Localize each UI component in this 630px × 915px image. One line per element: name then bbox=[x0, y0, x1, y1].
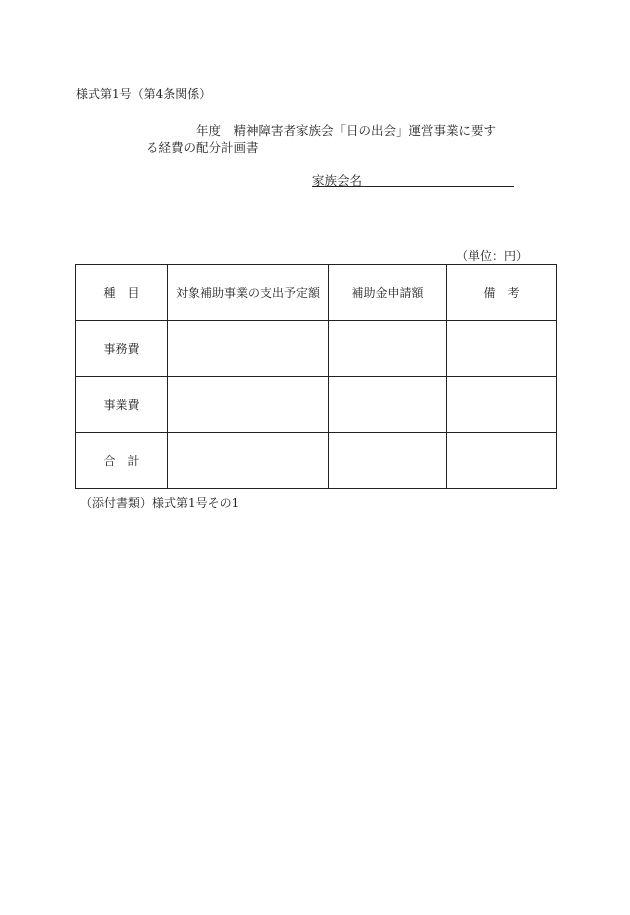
family-name-field[interactable] bbox=[312, 171, 514, 187]
header-remarks: 備 考 bbox=[447, 265, 557, 321]
row-label-project-expenses: 事業費 bbox=[76, 377, 168, 433]
table-row bbox=[76, 433, 557, 489]
table-row bbox=[76, 377, 557, 433]
table-cell[interactable] bbox=[447, 433, 557, 489]
unit-note: （単位：円） bbox=[456, 249, 529, 263]
form-label: 様式第1号（第4条関係） bbox=[76, 87, 212, 101]
row-label-office-expenses: 事務費 bbox=[76, 321, 168, 377]
header-subsidy-request: 補助金申請額 bbox=[329, 265, 447, 321]
table-cell[interactable] bbox=[447, 321, 557, 377]
table-row bbox=[76, 321, 557, 377]
header-planned-expenditure: 対象補助事業の支出予定額 bbox=[168, 265, 329, 321]
budget-table bbox=[75, 264, 557, 489]
document-title-line1: 年度 精神障害者家族会「日の出会」運営事業に要す bbox=[196, 123, 497, 138]
attachment-note: （添付書類）様式第1号その1 bbox=[80, 496, 240, 510]
header-category: 種 目 bbox=[76, 265, 168, 321]
table-cell[interactable] bbox=[168, 377, 329, 433]
table-cell[interactable] bbox=[447, 377, 557, 433]
table-cell[interactable] bbox=[329, 433, 447, 489]
row-label-total: 合 計 bbox=[76, 433, 168, 489]
family-name-label: 家族会名 bbox=[312, 173, 363, 188]
table-cell[interactable] bbox=[329, 321, 447, 377]
table-cell[interactable] bbox=[168, 433, 329, 489]
document-title-line2: る経費の配分計画書 bbox=[146, 140, 259, 155]
table-cell[interactable] bbox=[168, 321, 329, 377]
table-cell[interactable] bbox=[329, 377, 447, 433]
table-header-row bbox=[76, 265, 557, 321]
